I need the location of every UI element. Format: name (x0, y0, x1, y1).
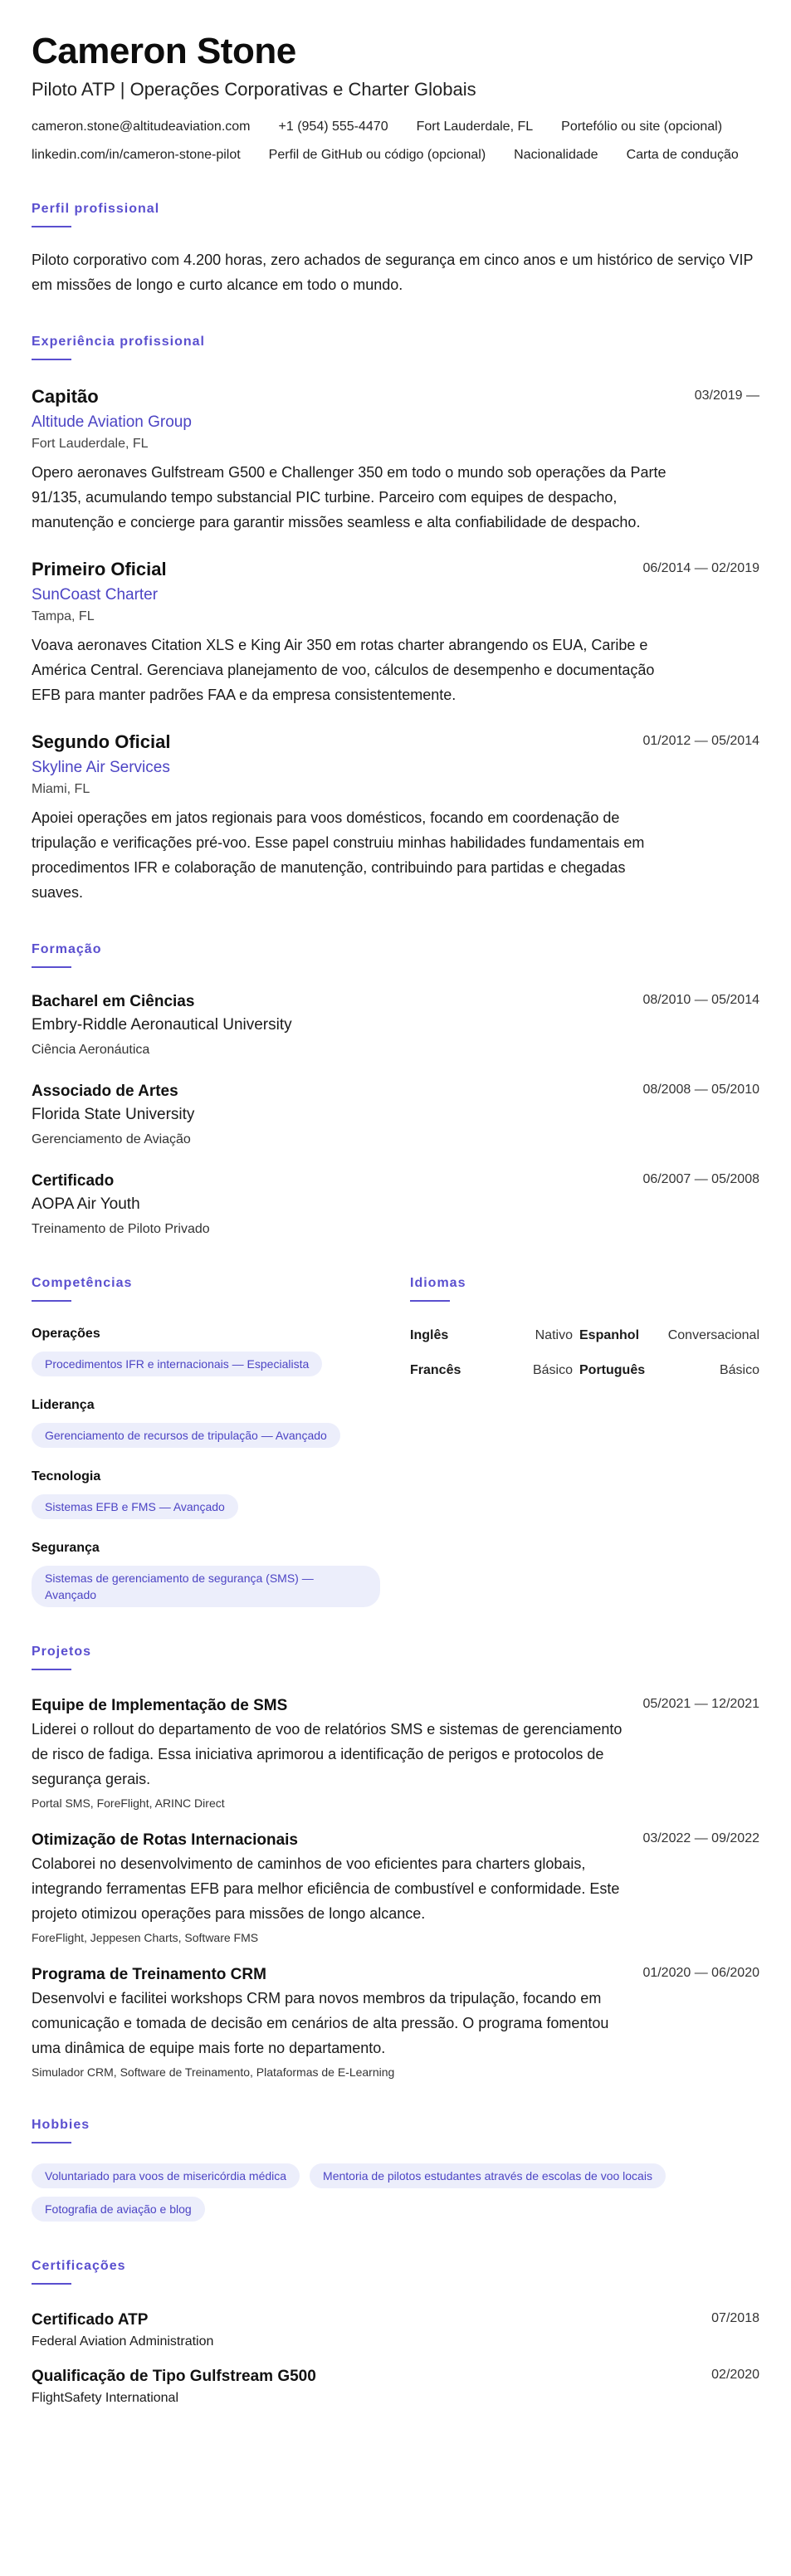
skill-tag: Procedimentos IFR e internacionais — Especialista (32, 1352, 322, 1376)
field-of-study: Gerenciamento de Aviação (32, 1132, 191, 1146)
job-dates: 03/2019 — (694, 389, 759, 403)
section-divider (32, 226, 71, 227)
certification-entry (32, 2310, 759, 2351)
education-entry (32, 1171, 759, 1239)
candidate-name: Cameron Stone (32, 31, 296, 71)
section-title: Idiomas (410, 1276, 466, 1290)
experience-list (32, 385, 759, 905)
project-tools: ForeFlight, Jeppesen Charts, Software FMS (32, 1931, 259, 1944)
language-level: Nativo (535, 1328, 573, 1342)
section-title: Formação (32, 942, 102, 956)
skill-group (32, 1396, 410, 1448)
contact-github[interactable]: Perfil de GitHub ou código (opcional) (268, 148, 486, 162)
profile-summary: Piloto corporativo com 4.200 horas, zero achados de segurança em cinco anos e um histórico de serviço VIP em missões de longo e curto alcance em todo o mundo. (32, 252, 754, 293)
certification-name: Certificado ATP (32, 2311, 149, 2329)
job-description: Opero aeronaves Gulfstream G500 e Challenger 350 em todo o mundo sob operações da Parte 91/135, acumulando tempo substancial PIC turbine. Parceiro com equipes de despacho, manutenção e concierge para garantir missões seamless e alta confiabilidade de despacho. (32, 464, 666, 530)
language-name: Espanhol (579, 1328, 640, 1342)
language-item (410, 1361, 579, 1380)
contact-location: Fort Lauderdale, FL (416, 120, 534, 134)
section-divider (32, 1300, 71, 1302)
degree-name: Certificado (32, 1172, 115, 1190)
job-description: Voava aeronaves Citation XLS e King Air 350 em rotas charter abrangendo os EUA, Caribe e América Central. Gerenciava planejamento de voo, cálculos de desempenho e documentação EFB para manter padrões FAA e da empresa consistentemente. (32, 637, 655, 703)
education-dates: 08/2010 — 05/2014 (642, 993, 759, 1007)
profile-section (32, 201, 759, 297)
experience-entry (32, 558, 759, 707)
project-dates: 01/2020 — 06/2020 (642, 1966, 759, 1980)
hobby-tag: Fotografia de aviação e blog (32, 2197, 205, 2222)
skill-group (32, 1325, 410, 1376)
school-name: Embry-Riddle Aeronautical University (32, 1016, 292, 1034)
field-of-study: Treinamento de Piloto Privado (32, 1222, 210, 1236)
contact-email[interactable]: cameron.stone@altitudeaviation.com (32, 120, 251, 134)
education-entry (32, 991, 759, 1059)
hobby-tag: Voluntariado para voos de misericórdia médica (32, 2163, 300, 2188)
project-tools: Simulador CRM, Software de Treinamento, Plataformas de E-Learning (32, 2065, 395, 2079)
contact-driving-license: Carta de condução (626, 148, 739, 162)
job-location: Tampa, FL (32, 609, 95, 623)
skill-tag: Sistemas de gerenciamento de segurança (SMS) — Avançado (32, 1566, 380, 1607)
resume-header (32, 30, 759, 164)
job-title: Primeiro Oficial (32, 559, 167, 579)
project-list (32, 1695, 759, 2080)
job-dates: 01/2012 — 05/2014 (642, 734, 759, 748)
section-divider (32, 1669, 71, 1670)
education-entry (32, 1081, 759, 1149)
language-item (410, 1327, 579, 1345)
field-of-study: Ciência Aeronáutica (32, 1043, 150, 1057)
education-dates: 06/2007 — 05/2008 (642, 1172, 759, 1186)
job-location: Fort Lauderdale, FL (32, 437, 149, 451)
contact-phone[interactable]: +1 (954) 555-4470 (278, 120, 388, 134)
project-description: Liderei o rollout do departamento de voo de relatórios SMS e sistemas de gerenciamento de risco de fadiga. Essa iniciativa aprimorou a identificação de perigos e protocolos de segurança gerais. (32, 1721, 623, 1787)
language-name: Inglês (410, 1328, 449, 1342)
certification-entry (32, 2366, 759, 2407)
education-list (32, 991, 759, 1239)
language-name: Francês (410, 1363, 461, 1377)
project-entry (32, 1695, 759, 1811)
project-name: Equipe de Implementação de SMS (32, 1697, 288, 1714)
contact-portfolio[interactable]: Portefólio ou site (opcional) (561, 120, 723, 134)
experience-section (32, 334, 759, 905)
school-name: AOPA Air Youth (32, 1195, 140, 1213)
certification-list (32, 2310, 759, 2407)
experience-entry (32, 385, 759, 535)
experience-entry (32, 731, 759, 905)
degree-name: Associado de Artes (32, 1083, 178, 1100)
skill-group (32, 1539, 410, 1607)
language-list (410, 1327, 759, 1380)
contact-list (32, 118, 779, 164)
certifications-section (32, 2258, 759, 2407)
skill-group-name: Tecnologia (32, 1469, 101, 1484)
certification-issuer: Federal Aviation Administration (32, 2334, 214, 2349)
section-title: Experiência profissional (32, 335, 205, 349)
section-divider (32, 2283, 71, 2285)
section-title: Competências (32, 1276, 133, 1290)
project-description: Colaborei no desenvolvimento de caminhos de voo eficientes para charters globais, integrando ferramentas EFB para melhor eficiência de combustível e conformidade. Este projeto otimizou operações para missões de longo alcance. (32, 1855, 620, 1922)
education-dates: 08/2008 — 05/2010 (642, 1083, 759, 1097)
job-title: Segundo Oficial (32, 731, 171, 752)
project-dates: 05/2021 — 12/2021 (642, 1697, 759, 1711)
skill-group-name: Operações (32, 1327, 100, 1341)
skill-tag: Gerenciamento de recursos de tripulação — Avançado (32, 1423, 340, 1448)
company-name[interactable]: Skyline Air Services (32, 759, 170, 776)
project-description: Desenvolvi e facilitei workshops CRM para novos membros da tripulação, focando em comunicação e tomada de decisão em cenários de alta pressão. O programa fomentou uma dinâmica de equipe mais forte no departamento. (32, 1990, 609, 2056)
hobby-tag: Mentoria de pilotos estudantes através de escolas de voo locais (310, 2163, 666, 2188)
section-divider (410, 1300, 450, 1302)
language-item (579, 1327, 759, 1345)
language-level: Conversacional (667, 1328, 759, 1342)
hobbies-section (32, 2117, 759, 2222)
certification-date: 07/2018 (711, 2311, 759, 2325)
project-dates: 03/2022 — 09/2022 (642, 1831, 759, 1845)
company-name[interactable]: Altitude Aviation Group (32, 413, 192, 431)
language-level: Básico (719, 1363, 759, 1377)
section-divider (32, 966, 71, 968)
degree-name: Bacharel em Ciências (32, 993, 195, 1010)
language-name: Português (579, 1363, 646, 1377)
company-name[interactable]: SunCoast Charter (32, 586, 159, 604)
contact-nationality: Nacionalidade (514, 148, 598, 162)
section-title: Certificações (32, 2259, 126, 2273)
candidate-headline: Piloto ATP | Operações Corporativas e Charter Globais (32, 79, 476, 100)
section-title: Hobbies (32, 2118, 90, 2132)
project-name: Programa de Treinamento CRM (32, 1966, 266, 1983)
skill-group-name: Liderança (32, 1398, 95, 1412)
languages-section (410, 1275, 759, 1607)
section-divider (32, 359, 71, 360)
section-divider (32, 2142, 71, 2143)
certification-date: 02/2020 (711, 2368, 759, 2382)
certification-name: Qualificação de Tipo Gulfstream G500 (32, 2368, 316, 2385)
skill-tag: Sistemas EFB e FMS — Avançado (32, 1494, 238, 1519)
language-level: Básico (532, 1363, 573, 1377)
section-title: Perfil profissional (32, 202, 160, 216)
section-title: Projetos (32, 1645, 92, 1659)
skill-group (32, 1468, 410, 1519)
skill-group-name: Segurança (32, 1541, 100, 1555)
job-description: Apoiei operações em jatos regionais para voos domésticos, focando em coordenação de tripulação e verificações pré-voo. Esse papel construiu minhas habilidades fundamentais em procedimentos IFR e colaboração de manutenção, contribuindo para partidas e chegadas suaves. (32, 809, 645, 901)
certification-issuer: FlightSafety International (32, 2391, 178, 2405)
project-entry (32, 1830, 759, 1946)
project-tools: Portal SMS, ForeFlight, ARINC Direct (32, 1796, 225, 1810)
hobby-list (32, 2163, 762, 2222)
project-name: Otimização de Rotas Internacionais (32, 1831, 298, 1849)
job-dates: 06/2014 — 02/2019 (642, 561, 759, 575)
skills-section (32, 1275, 410, 1607)
project-entry (32, 1964, 759, 2080)
job-title: Capitão (32, 386, 99, 407)
education-section (32, 941, 759, 1239)
job-location: Miami, FL (32, 782, 90, 796)
language-item (579, 1361, 759, 1380)
skills-languages-row (32, 1275, 759, 1607)
school-name: Florida State University (32, 1106, 195, 1123)
projects-section (32, 1644, 759, 2080)
contact-linkedin[interactable]: linkedin.com/in/cameron-stone-pilot (32, 148, 241, 162)
